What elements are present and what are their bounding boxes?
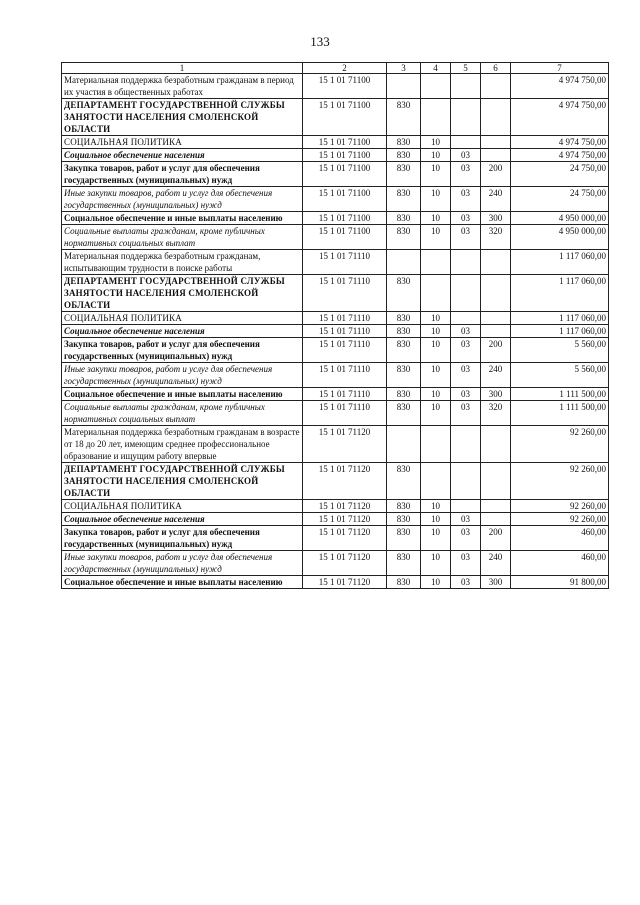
- section-code: 10: [421, 388, 451, 401]
- amount: 1 111 500,00: [511, 401, 609, 426]
- target-article-code: 15 1 01 71120: [303, 513, 387, 526]
- table-row: [62, 426, 609, 463]
- table-row: [62, 99, 609, 136]
- amount: 91 800,00: [511, 576, 609, 589]
- section-code: 10: [421, 500, 451, 513]
- amount: 24 750,00: [511, 187, 609, 212]
- section-code: 10: [421, 338, 451, 363]
- target-article-code: 15 1 01 71100: [303, 136, 387, 149]
- subsection-code: 03: [451, 401, 481, 426]
- table-row: [62, 187, 609, 212]
- row-name: Социальные выплаты гражданам, кроме публичных нормативных социальных выплат: [62, 401, 303, 426]
- ministry-code: 830: [387, 388, 421, 401]
- ministry-code: 830: [387, 526, 421, 551]
- amount: 4 950 000,00: [511, 225, 609, 250]
- amount: 1 111 500,00: [511, 388, 609, 401]
- expense-type-code: [481, 74, 511, 99]
- target-article-code: 15 1 01 71110: [303, 363, 387, 388]
- row-name: Социальное обеспечение населения: [62, 149, 303, 162]
- section-code: 10: [421, 162, 451, 187]
- expense-type-code: 240: [481, 187, 511, 212]
- table-row: [62, 275, 609, 312]
- amount: 1 117 060,00: [511, 275, 609, 312]
- subsection-code: [451, 463, 481, 500]
- section-code: 10: [421, 363, 451, 388]
- budget-table: [61, 62, 609, 589]
- row-name: Закупка товаров, работ и услуг для обеспечения государственных (муниципальных) нужд: [62, 526, 303, 551]
- subsection-code: [451, 275, 481, 312]
- subsection-code: [451, 500, 481, 513]
- ministry-code: 830: [387, 275, 421, 312]
- target-article-code: 15 1 01 71100: [303, 225, 387, 250]
- ministry-code: 830: [387, 338, 421, 363]
- section-code: [421, 426, 451, 463]
- section-code: 10: [421, 401, 451, 426]
- expense-type-code: 200: [481, 162, 511, 187]
- ministry-code: 830: [387, 187, 421, 212]
- table-row: [62, 225, 609, 250]
- amount: 460,00: [511, 526, 609, 551]
- ministry-code: 830: [387, 500, 421, 513]
- row-name: Иные закупки товаров, работ и услуг для обеспечения государственных (муниципальных) нужд: [62, 187, 303, 212]
- ministry-code: [387, 250, 421, 275]
- expense-type-code: [481, 500, 511, 513]
- expense-type-code: [481, 513, 511, 526]
- ministry-code: 830: [387, 463, 421, 500]
- section-code: 10: [421, 526, 451, 551]
- expense-type-code: 300: [481, 212, 511, 225]
- section-code: [421, 463, 451, 500]
- table-row: [62, 576, 609, 589]
- section-code: 10: [421, 551, 451, 576]
- amount: 5 560,00: [511, 338, 609, 363]
- table-row: [62, 212, 609, 225]
- target-article-code: 15 1 01 71110: [303, 312, 387, 325]
- table-row: [62, 338, 609, 363]
- expense-type-code: 200: [481, 338, 511, 363]
- row-name: Социальное обеспечение и иные выплаты населению: [62, 388, 303, 401]
- row-name: Материальная поддержка безработным гражданам в период их участия в общественных работах: [62, 74, 303, 99]
- section-code: [421, 250, 451, 275]
- target-article-code: 15 1 01 71100: [303, 212, 387, 225]
- target-article-code: 15 1 01 71120: [303, 551, 387, 576]
- expense-type-code: [481, 250, 511, 275]
- subsection-code: 03: [451, 225, 481, 250]
- ministry-code: 830: [387, 325, 421, 338]
- section-code: 10: [421, 149, 451, 162]
- target-article-code: 15 1 01 71120: [303, 576, 387, 589]
- subsection-code: 03: [451, 363, 481, 388]
- subsection-code: 03: [451, 513, 481, 526]
- target-article-code: 15 1 01 71120: [303, 500, 387, 513]
- amount: 460,00: [511, 551, 609, 576]
- target-article-code: 15 1 01 71120: [303, 526, 387, 551]
- column-header: 7: [511, 63, 609, 74]
- expense-type-code: 240: [481, 363, 511, 388]
- expense-type-code: 320: [481, 401, 511, 426]
- section-code: 10: [421, 325, 451, 338]
- expense-type-code: 300: [481, 576, 511, 589]
- expense-type-code: [481, 426, 511, 463]
- row-name: Социальное обеспечение населения: [62, 325, 303, 338]
- subsection-code: [451, 312, 481, 325]
- target-article-code: 15 1 01 71110: [303, 388, 387, 401]
- column-header: 5: [451, 63, 481, 74]
- expense-type-code: [481, 149, 511, 162]
- subsection-code: [451, 74, 481, 99]
- ministry-code: 830: [387, 149, 421, 162]
- row-name: Иные закупки товаров, работ и услуг для обеспечения государственных (муниципальных) нужд: [62, 363, 303, 388]
- ministry-code: 830: [387, 212, 421, 225]
- table-row: [62, 401, 609, 426]
- amount: 92 260,00: [511, 500, 609, 513]
- amount: 5 560,00: [511, 363, 609, 388]
- ministry-code: 830: [387, 401, 421, 426]
- subsection-code: 03: [451, 338, 481, 363]
- section-code: 10: [421, 576, 451, 589]
- target-article-code: 15 1 01 71100: [303, 99, 387, 136]
- target-article-code: 15 1 01 71120: [303, 426, 387, 463]
- subsection-code: 03: [451, 149, 481, 162]
- target-article-code: 15 1 01 71110: [303, 401, 387, 426]
- expense-type-code: [481, 136, 511, 149]
- row-name: Социальное обеспечение и иные выплаты населению: [62, 576, 303, 589]
- column-header: 3: [387, 63, 421, 74]
- expense-type-code: [481, 312, 511, 325]
- target-article-code: 15 1 01 71120: [303, 463, 387, 500]
- row-name: Социальное обеспечение и иные выплаты населению: [62, 212, 303, 225]
- subsection-code: 03: [451, 212, 481, 225]
- table-header-row: [62, 63, 609, 74]
- expense-type-code: [481, 99, 511, 136]
- section-code: [421, 275, 451, 312]
- row-name: СОЦИАЛЬНАЯ ПОЛИТИКА: [62, 312, 303, 325]
- target-article-code: 15 1 01 71100: [303, 187, 387, 212]
- expense-type-code: 240: [481, 551, 511, 576]
- subsection-code: [451, 426, 481, 463]
- row-name: ДЕПАРТАМЕНТ ГОСУДАРСТВЕННОЙ СЛУЖБЫ ЗАНЯТОСТИ НАСЕЛЕНИЯ СМОЛЕНСКОЙ ОБЛАСТИ: [62, 463, 303, 500]
- ministry-code: 830: [387, 576, 421, 589]
- column-header: 6: [481, 63, 511, 74]
- amount: 92 260,00: [511, 426, 609, 463]
- subsection-code: 03: [451, 187, 481, 212]
- row-name: Материальная поддержка безработным гражданам, испытывающим трудности в поиске работы: [62, 250, 303, 275]
- amount: 1 117 060,00: [511, 312, 609, 325]
- ministry-code: 830: [387, 513, 421, 526]
- table-row: [62, 74, 609, 99]
- table-row: [62, 162, 609, 187]
- target-article-code: 15 1 01 71110: [303, 338, 387, 363]
- row-name: СОЦИАЛЬНАЯ ПОЛИТИКА: [62, 500, 303, 513]
- ministry-code: 830: [387, 136, 421, 149]
- ministry-code: [387, 74, 421, 99]
- ministry-code: [387, 426, 421, 463]
- row-name: ДЕПАРТАМЕНТ ГОСУДАРСТВЕННОЙ СЛУЖБЫ ЗАНЯТОСТИ НАСЕЛЕНИЯ СМОЛЕНСКОЙ ОБЛАСТИ: [62, 275, 303, 312]
- table-row: [62, 500, 609, 513]
- target-article-code: 15 1 01 71110: [303, 250, 387, 275]
- row-name: Материальная поддержка безработным гражданам в возрасте от 18 до 20 лет, имеющим среднее профессиональное образование и ищущим работу впервые: [62, 426, 303, 463]
- section-code: 10: [421, 513, 451, 526]
- subsection-code: 03: [451, 388, 481, 401]
- amount: 1 117 060,00: [511, 250, 609, 275]
- target-article-code: 15 1 01 71100: [303, 162, 387, 187]
- row-name: Социальное обеспечение населения: [62, 513, 303, 526]
- target-article-code: 15 1 01 71100: [303, 74, 387, 99]
- expense-type-code: [481, 463, 511, 500]
- table-row: [62, 136, 609, 149]
- subsection-code: [451, 136, 481, 149]
- amount: 92 260,00: [511, 513, 609, 526]
- section-code: [421, 99, 451, 136]
- table-row: [62, 250, 609, 275]
- subsection-code: 03: [451, 162, 481, 187]
- amount: 4 974 750,00: [511, 136, 609, 149]
- subsection-code: [451, 250, 481, 275]
- table-row: [62, 513, 609, 526]
- row-name: ДЕПАРТАМЕНТ ГОСУДАРСТВЕННОЙ СЛУЖБЫ ЗАНЯТОСТИ НАСЕЛЕНИЯ СМОЛЕНСКОЙ ОБЛАСТИ: [62, 99, 303, 136]
- table-row: [62, 388, 609, 401]
- table-row: [62, 463, 609, 500]
- amount: 92 260,00: [511, 463, 609, 500]
- section-code: 10: [421, 187, 451, 212]
- expense-type-code: [481, 325, 511, 338]
- subsection-code: 03: [451, 526, 481, 551]
- column-header: 4: [421, 63, 451, 74]
- ministry-code: 830: [387, 363, 421, 388]
- section-code: 10: [421, 225, 451, 250]
- section-code: 10: [421, 136, 451, 149]
- section-code: [421, 74, 451, 99]
- amount: 24 750,00: [511, 162, 609, 187]
- amount: 4 974 750,00: [511, 74, 609, 99]
- ministry-code: 830: [387, 312, 421, 325]
- ministry-code: 830: [387, 225, 421, 250]
- row-name: Социальные выплаты гражданам, кроме публичных нормативных социальных выплат: [62, 225, 303, 250]
- amount: 4 950 000,00: [511, 212, 609, 225]
- table-row: [62, 363, 609, 388]
- section-code: 10: [421, 312, 451, 325]
- amount: 4 974 750,00: [511, 99, 609, 136]
- expense-type-code: 300: [481, 388, 511, 401]
- page-number: 133: [310, 34, 330, 49]
- subsection-code: 03: [451, 325, 481, 338]
- expense-type-code: 320: [481, 225, 511, 250]
- table-row: [62, 149, 609, 162]
- row-name: СОЦИАЛЬНАЯ ПОЛИТИКА: [62, 136, 303, 149]
- section-code: 10: [421, 212, 451, 225]
- ministry-code: 830: [387, 99, 421, 136]
- row-name: Закупка товаров, работ и услуг для обеспечения государственных (муниципальных) нужд: [62, 162, 303, 187]
- amount: 1 117 060,00: [511, 325, 609, 338]
- row-name: Иные закупки товаров, работ и услуг для обеспечения государственных (муниципальных) нужд: [62, 551, 303, 576]
- column-header: 2: [303, 63, 387, 74]
- subsection-code: 03: [451, 576, 481, 589]
- expense-type-code: 200: [481, 526, 511, 551]
- target-article-code: 15 1 01 71110: [303, 325, 387, 338]
- ministry-code: 830: [387, 551, 421, 576]
- ministry-code: 830: [387, 162, 421, 187]
- subsection-code: 03: [451, 551, 481, 576]
- expense-type-code: [481, 275, 511, 312]
- column-header: 1: [62, 63, 303, 74]
- table-row: [62, 526, 609, 551]
- target-article-code: 15 1 01 71110: [303, 275, 387, 312]
- table-row: [62, 312, 609, 325]
- amount: 4 974 750,00: [511, 149, 609, 162]
- target-article-code: 15 1 01 71100: [303, 149, 387, 162]
- subsection-code: [451, 99, 481, 136]
- row-name: Закупка товаров, работ и услуг для обеспечения государственных (муниципальных) нужд: [62, 338, 303, 363]
- table-row: [62, 551, 609, 576]
- table-row: [62, 325, 609, 338]
